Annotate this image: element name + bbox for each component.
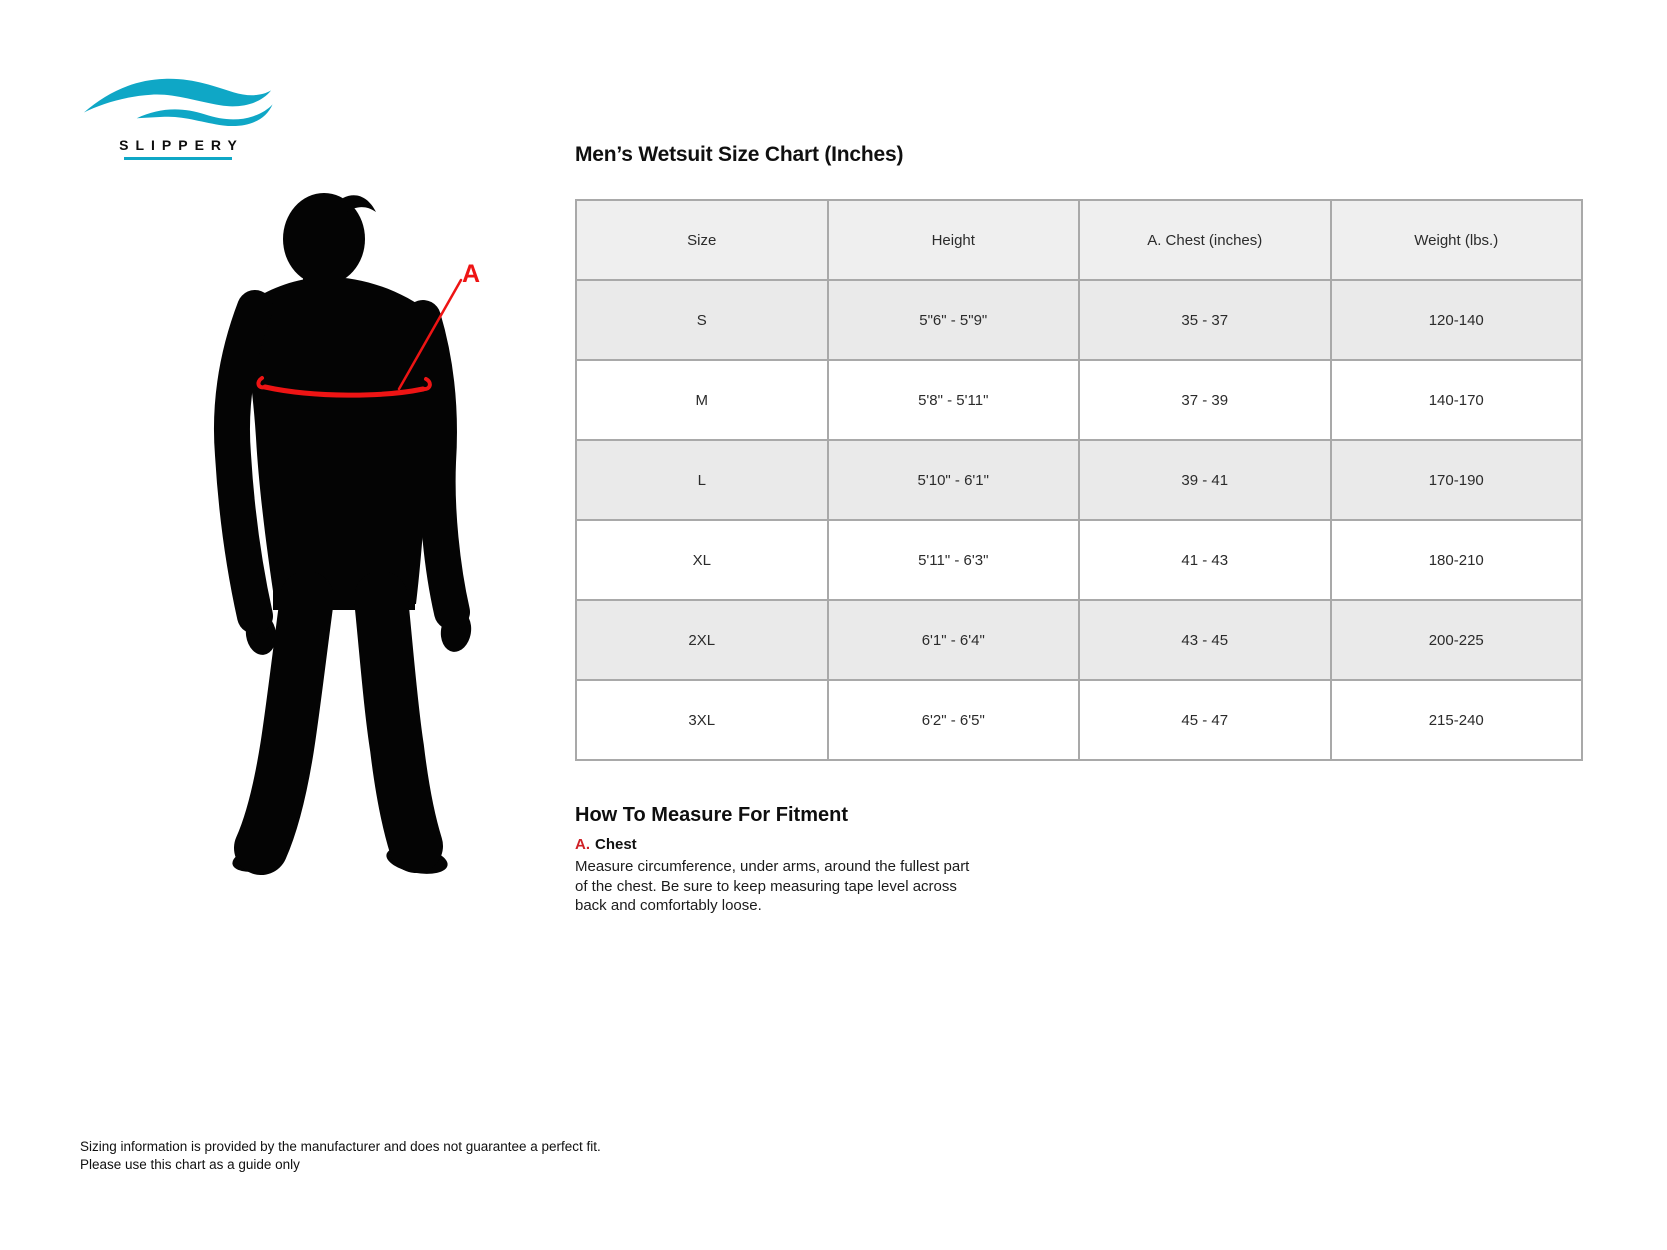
table-row-2xl [576,600,1582,680]
page-title: Men’s Wetsuit Size Chart (Inches) [575,143,904,166]
brand-logo [82,72,274,160]
cell-weight: 215-240 [1331,680,1583,760]
cell-chest: 45 - 47 [1079,680,1331,760]
col-header-size: Size [576,200,828,280]
cell-height: 6'2" - 6'5" [828,680,1080,760]
col-header-chest: A. Chest (inches) [1079,200,1331,280]
measure-section-heading: How To Measure For Fitment [575,804,848,826]
table-row-xl [576,520,1582,600]
measure-description-line: Measure circumference, under arms, around the fullest part [575,858,970,875]
footer-disclaimer-line1: Sizing information is provided by the manufacturer and does not guarantee a perfect fit. [80,1139,601,1154]
col-header-weight: Weight (lbs.) [1331,200,1583,280]
measure-item-title: Chest [595,836,637,853]
table-row-m [576,360,1582,440]
male-silhouette-diagram [185,190,485,880]
cell-height: 6'1" - 6'4" [828,600,1080,680]
cell-weight: 170-190 [1331,440,1583,520]
cell-weight: 200-225 [1331,600,1583,680]
cell-height: 5'11" - 6'3" [828,520,1080,600]
wave-icon [82,72,274,128]
cell-chest: 37 - 39 [1079,360,1331,440]
cell-weight: 180-210 [1331,520,1583,600]
table-header-row [576,200,1582,280]
cell-chest: 35 - 37 [1079,280,1331,360]
brand-name: SLIPPERY [119,137,244,153]
cell-size: M [576,360,828,440]
cell-height: 5'8" - 5'11" [828,360,1080,440]
table-row-l [576,440,1582,520]
cell-weight: 140-170 [1331,360,1583,440]
cell-height: 5"6" - 5"9" [828,280,1080,360]
cell-chest: 43 - 45 [1079,600,1331,680]
cell-size: L [576,440,828,520]
cell-size: 2XL [576,600,828,680]
table-row-3xl [576,680,1582,760]
cell-size: 3XL [576,680,828,760]
measure-item-letter: A. [575,836,590,853]
cell-size: XL [576,520,828,600]
cell-chest: 39 - 41 [1079,440,1331,520]
footer-disclaimer [80,1138,601,1173]
measure-item-chest [575,836,637,853]
cell-weight: 120-140 [1331,280,1583,360]
cell-chest: 41 - 43 [1079,520,1331,600]
size-table [575,199,1583,761]
footer-disclaimer-line2: Please use this chart as a guide only [80,1156,300,1172]
measure-description-line: of the chest. Be sure to keep measuring tape level across [575,877,957,895]
col-header-height: Height [828,200,1080,280]
measurement-label-a: A [462,260,481,288]
size-table-container [575,199,1583,761]
cell-height: 5'10" - 6'1" [828,440,1080,520]
measure-description [575,857,969,916]
table-row-s [576,280,1582,360]
measure-description-line: back and comfortably loose. [575,897,762,914]
brand-underline [124,157,232,160]
cell-size: S [576,280,828,360]
